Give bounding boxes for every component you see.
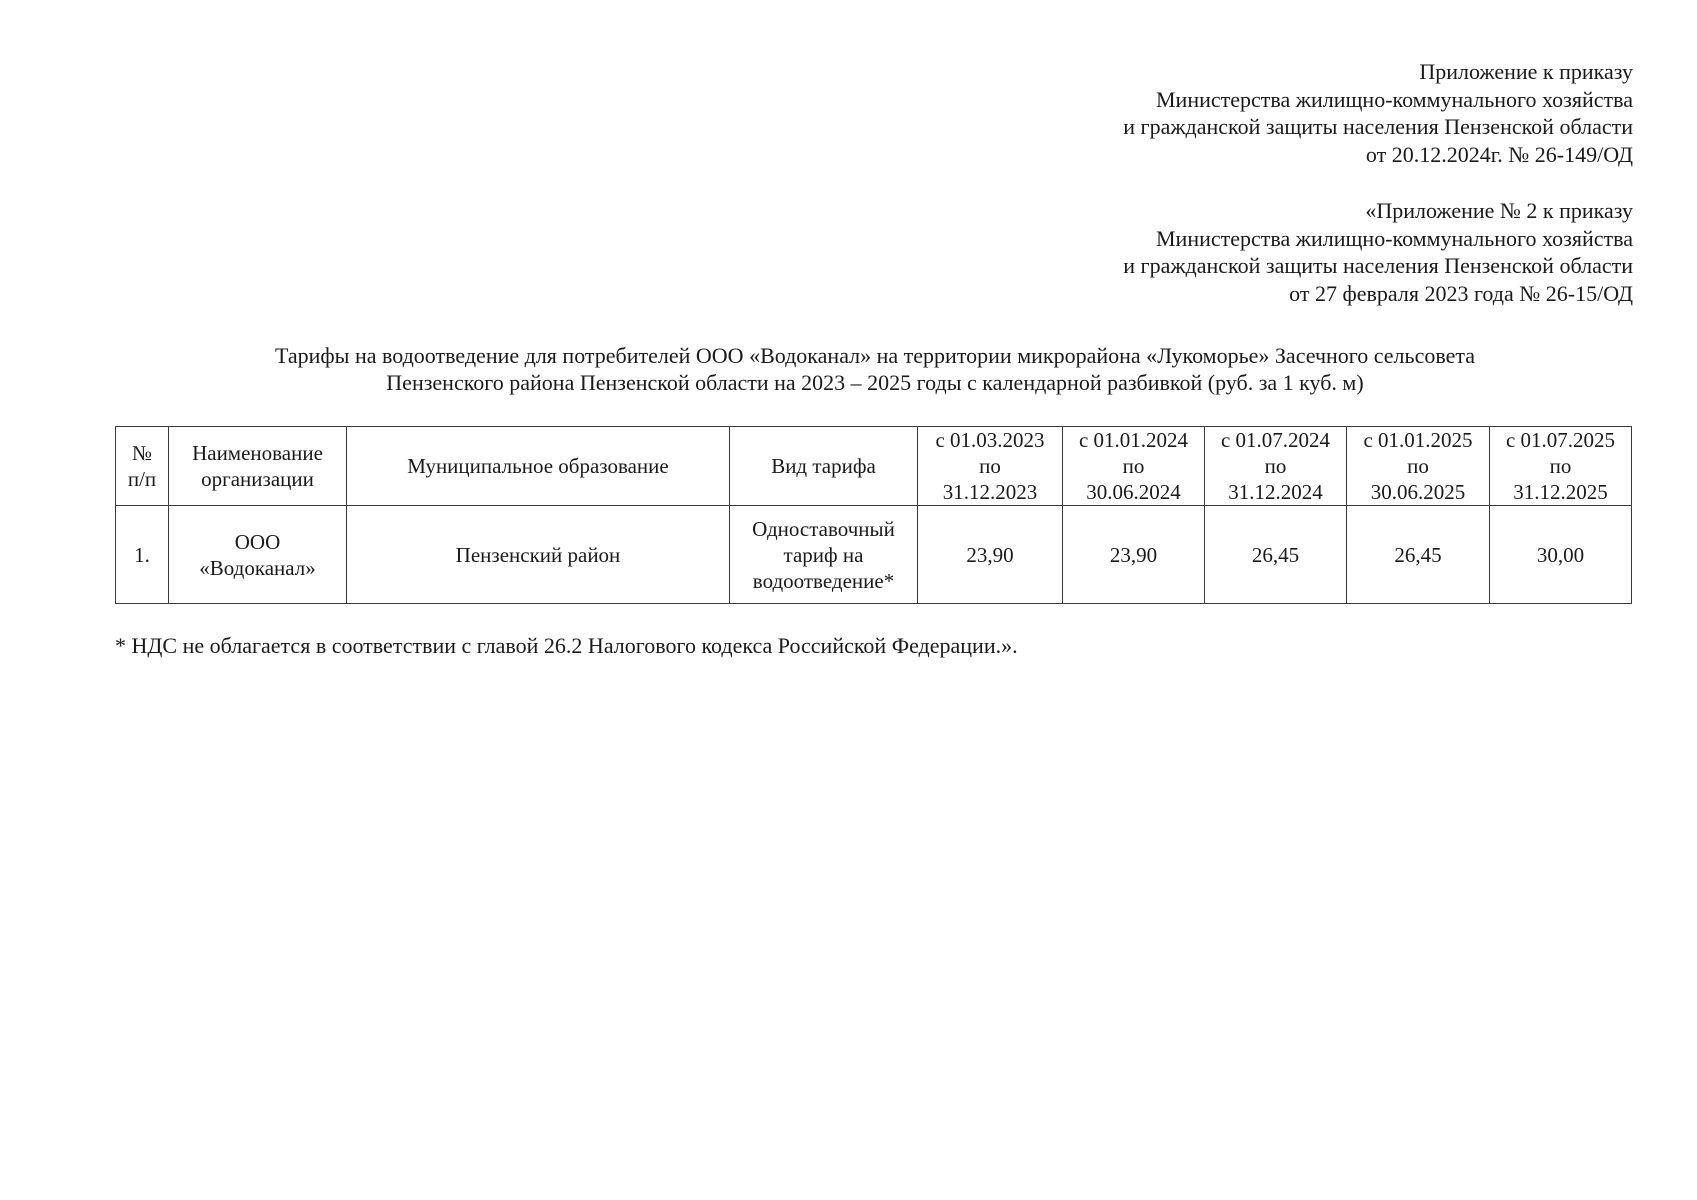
header-period-4: с 01.01.2025 по 30.06.2025	[1347, 427, 1490, 506]
attachment-line: Министерства жилищно-коммунального хозяйства	[1155, 225, 1633, 251]
attachment-line: и гражданской защиты населения Пензенской области	[1123, 253, 1633, 278]
cell-municipality: Пензенский район	[347, 506, 730, 604]
attachment-line: «Приложение № 2 к приказу	[1365, 198, 1633, 223]
attachment-line: от 27 февраля 2023 года № 26-15/ОД	[1289, 280, 1633, 306]
vat-footnote: * НДС не облагается в соответствии с главой 26.2 Налогового кодекса Российской Федерации.».	[115, 633, 1018, 658]
cell-value-period-5: 30,00	[1490, 506, 1632, 604]
attachment-line: Министерства жилищно-коммунального хозяйства	[1155, 86, 1633, 112]
header-period-5: с 01.07.2025 по 31.12.2025	[1490, 427, 1632, 506]
header-period-1: с 01.03.2023 по 31.12.2023	[918, 427, 1063, 506]
attachment-line: и гражданской защиты населения Пензенской области	[1123, 114, 1633, 139]
table-header-row	[116, 427, 1632, 506]
attachment-line: Приложение к приказу	[1419, 59, 1633, 84]
attachment-header-current	[1123, 58, 1633, 168]
cell-tariff-type: Одноставочный тариф на водоотведение*	[730, 506, 918, 604]
cell-number: 1.	[116, 506, 169, 604]
cell-value-period-2: 23,90	[1063, 506, 1205, 604]
title-line: Тарифы на водоотведение для потребителей ООО «Водоканал» на территории микрорайона «Лукоморье» Засечного сельсовета	[275, 343, 1475, 368]
attachment-line: от 20.12.2024г. № 26-149/ОД	[1365, 141, 1633, 167]
document-title	[0, 342, 1697, 396]
cell-value-period-3: 26,45	[1205, 506, 1347, 604]
title-line: Пензенского района Пензенской области на 2023 – 2025 годы с календарной разбивкой (руб. за 1 куб. м)	[386, 370, 1364, 395]
header-number: № п/п	[116, 427, 169, 506]
cell-organization: ООО «Водоканал»	[169, 506, 347, 604]
attachment-header-original	[1123, 197, 1633, 307]
header-tariff-type: Вид тарифа	[730, 427, 918, 506]
tariff-table	[115, 426, 1632, 604]
header-organization: Наименование организации	[169, 427, 347, 506]
table-row	[116, 506, 1632, 604]
header-municipality: Муниципальное образование	[347, 427, 730, 506]
cell-value-period-4: 26,45	[1347, 506, 1490, 604]
header-period-2: с 01.01.2024 по 30.06.2024	[1063, 427, 1205, 506]
cell-value-period-1: 23,90	[918, 506, 1063, 604]
header-period-3: с 01.07.2024 по 31.12.2024	[1205, 427, 1347, 506]
